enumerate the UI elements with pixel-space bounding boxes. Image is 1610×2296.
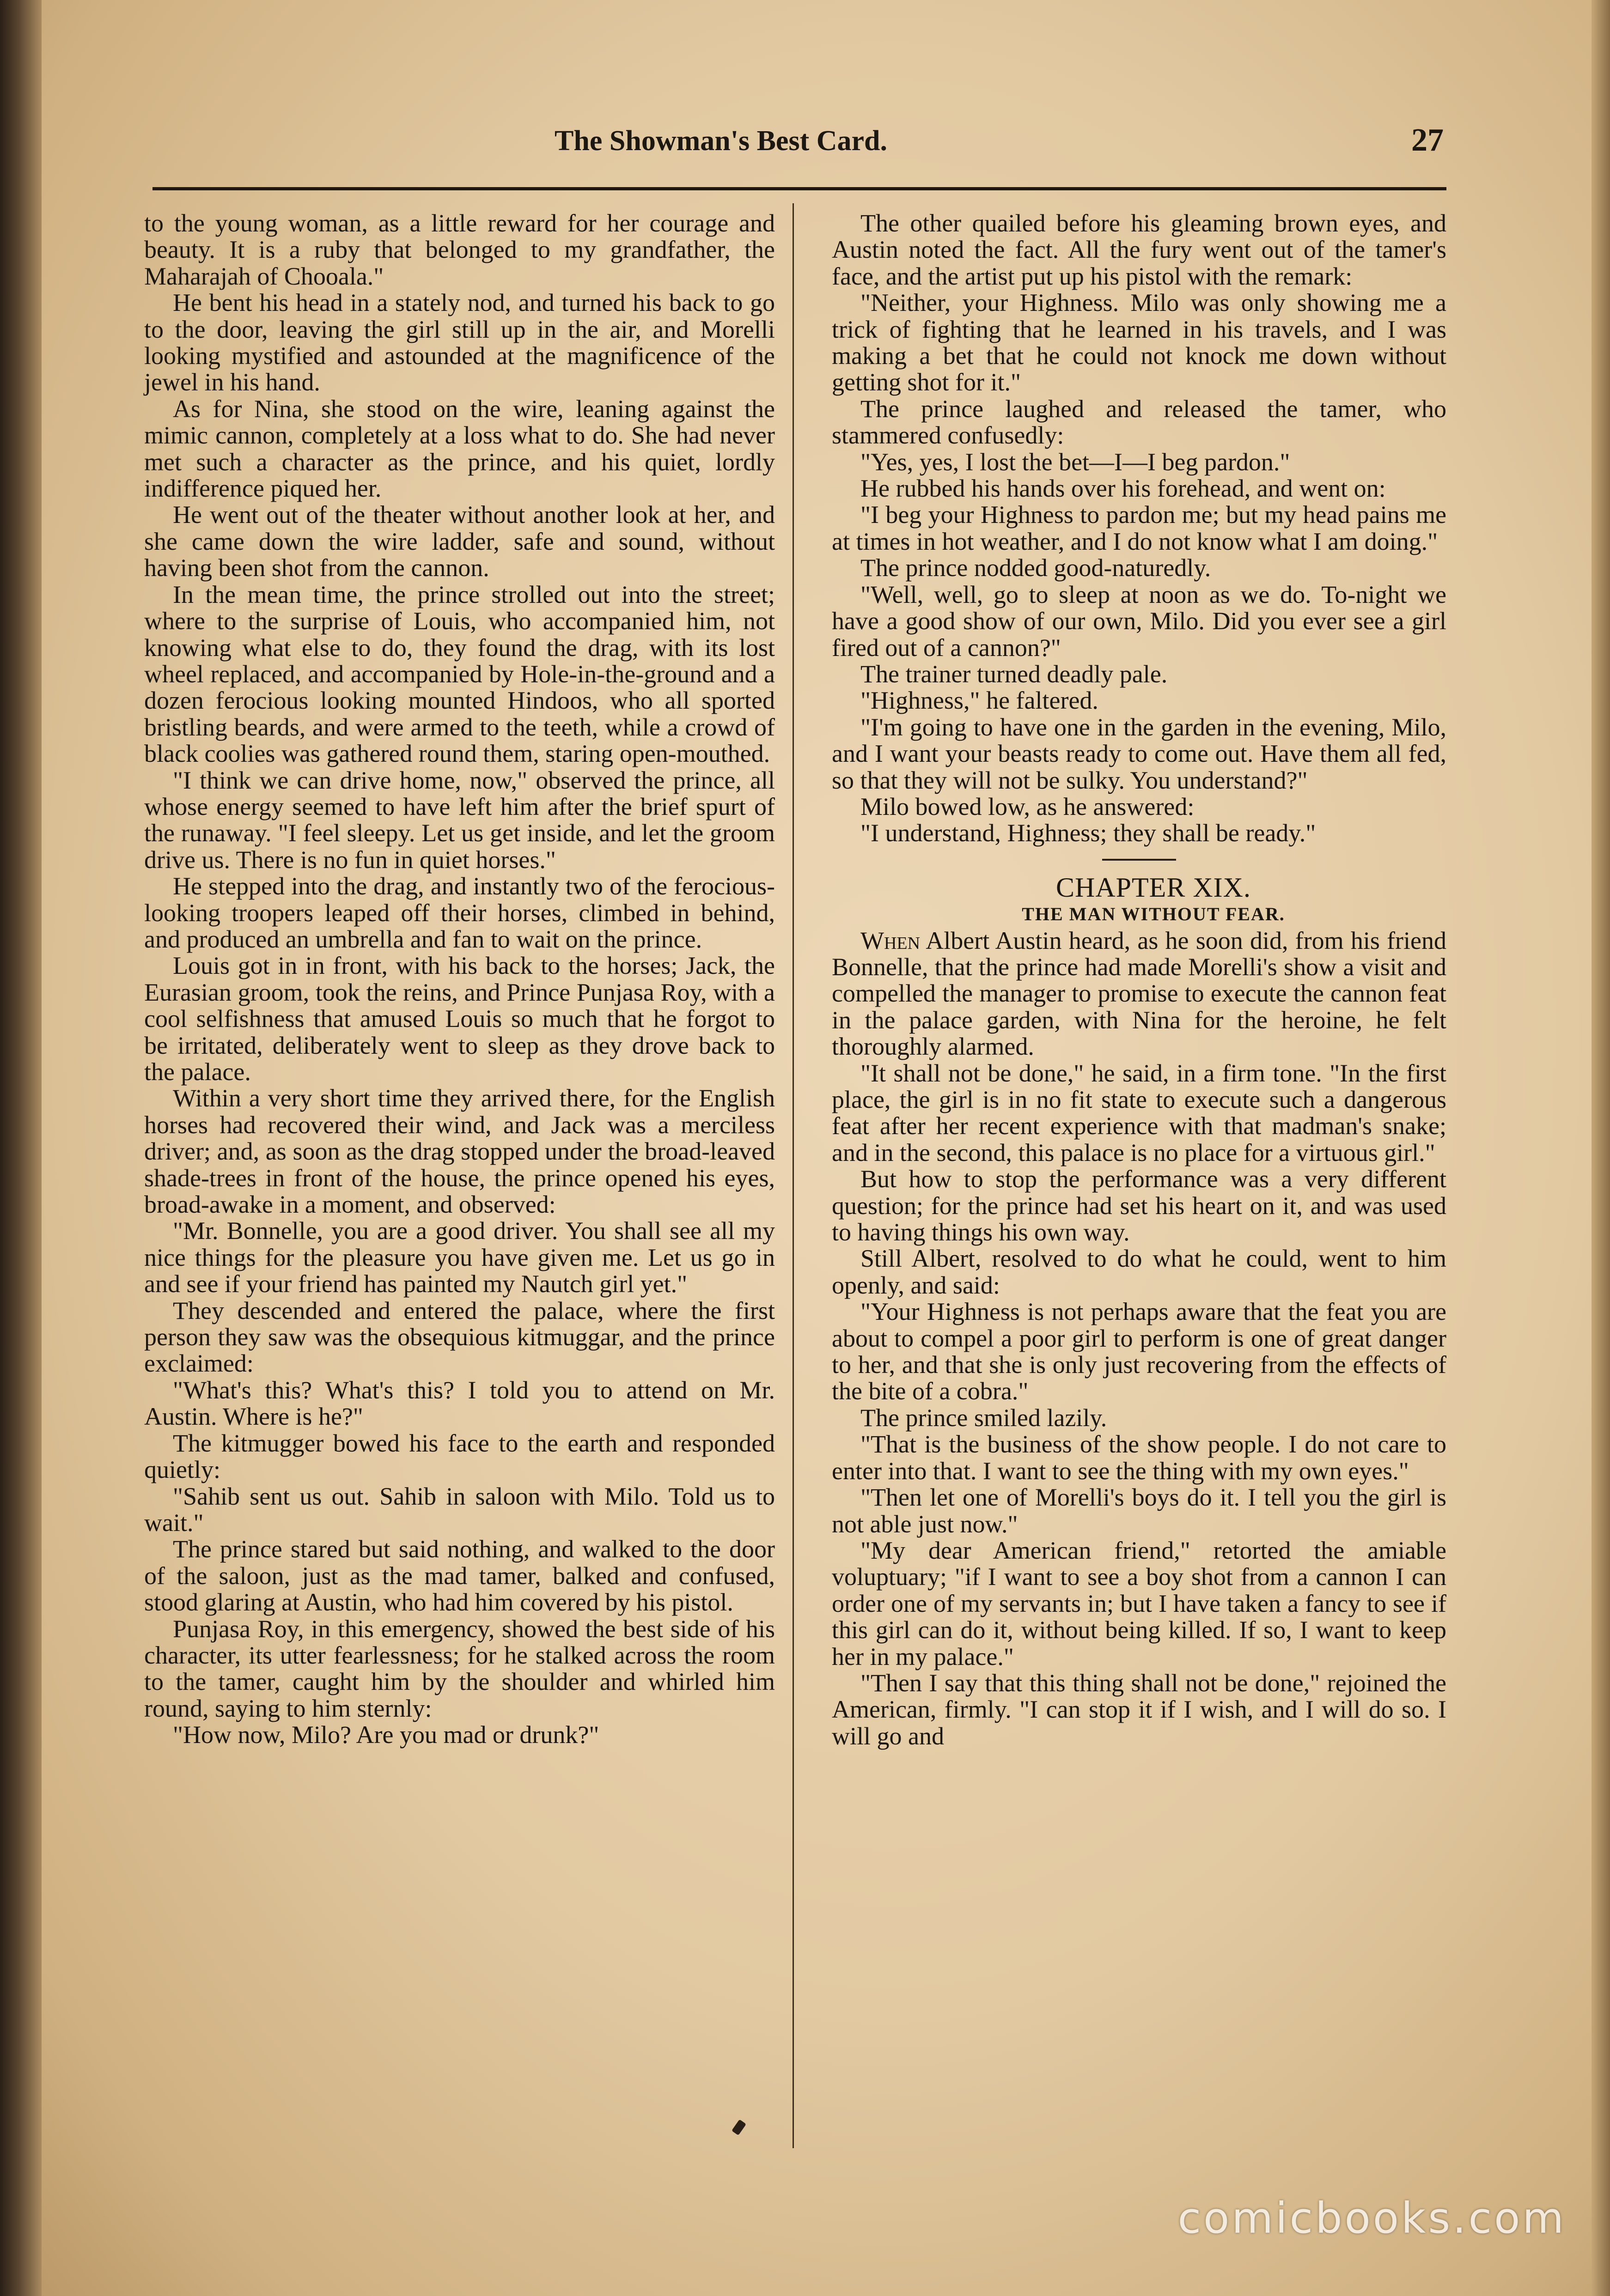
drop-word: When: [860, 926, 921, 954]
paragraph: The prince stared but said nothing, and walked to the door of the saloon, just as the mad tamer, balked and confused, stood glaring at Austin, who had him covered by his pistol.: [144, 1535, 775, 1616]
paragraph: "That is the business of the show people. I do not care to enter into that. I want to see the thing with my own eyes.": [832, 1430, 1446, 1485]
chapter-title: THE MAN WITHOUT FEAR.: [1022, 904, 1285, 925]
paragraph: "I'm going to have one in the garden in the evening, Milo, and I want your beasts ready to come out. Have them all fed, so that they will not be sulky. You understand?": [832, 713, 1446, 794]
paragraph: "My dear American friend," retorted the amiable voluptuary; "if I want to see a boy shot from a cannon I can order one of my servants in; but I have taken a fancy to see if this girl can do it, without being killed. If so, I want to keep her in my palace.": [832, 1536, 1446, 1670]
paragraph: The kitmugger bowed his face to the earth and responded quietly:: [144, 1429, 775, 1484]
paragraph: Louis got in in front, with his back to the horses; Jack, the Eurasian groom, took the reins, and Prince Punjasa Roy, with a cool selfishness that amused Louis so much that he forgot to be irritated, deliberately went to sleep as they drove back to the palace.: [144, 952, 775, 1086]
header-rule: [152, 187, 1446, 190]
running-header: [152, 122, 1453, 176]
right-column: [832, 210, 1446, 1749]
paragraph: to the young woman, as a little reward for her courage and beauty. It is a ruby that belonged to my grandfather, the Maharajah of Chooala.": [144, 209, 775, 290]
paragraph: "I beg your Highness to pardon me; but my head pains me at times in hot weather, and I do not know what I am doing.": [832, 501, 1446, 555]
site-watermark: comicbooks.com: [1177, 2193, 1566, 2243]
section-rule: [1102, 859, 1176, 861]
paragraph: The prince laughed and released the tamer, who stammered confusedly:: [832, 395, 1446, 449]
paragraph: "What's this? What's this? I told you to attend on Mr. Austin. Where is he?": [144, 1376, 775, 1431]
paragraph: "I understand, Highness; they shall be ready.": [860, 819, 1316, 847]
paragraph: "I think we can drive home, now," observed the prince, all whose energy seemed to have left him after the brief spurt of the runaway. "I feel sleepy. Let us get inside, and let the groom drive us. There is no fun in quiet horses.": [144, 766, 775, 874]
chapter-first-paragraph: [832, 928, 1446, 1060]
paragraph: They descended and entered the palace, where the first person they saw was the obsequious kitmuggar, and the prince exclaimed:: [144, 1296, 775, 1378]
paragraph: "Highness," he faltered.: [860, 686, 1098, 715]
paragraph: The prince smiled lazily.: [860, 1403, 1107, 1432]
paragraph: In the mean time, the prince strolled out into the street; where to the surprise of Louis, who accompanied him, not knowing what else to do, they found the drag, with its lost wheel replaced, and accompanied by Hole-in-the-ground and a dozen ferocious looking mounted Hindoos, who all sported bristling beards, and were armed to the teeth, while a crowd of black coolies was gathered round them, staring open-mouthed.: [144, 580, 775, 768]
paragraph: "Well, well, go to sleep at noon as we do. To-night we have a good show of our own, Milo. Did you ever see a girl fired out of a cannon?": [832, 580, 1446, 662]
paragraph: "Yes, yes, I lost the bet—I—I beg pardon.": [860, 448, 1290, 476]
paragraph: He stepped into the drag, and instantly two of the ferocious-looking troopers leaped off their horses, climbed in behind, and produced an umbrella and fan to wait on the prince.: [144, 872, 775, 953]
paragraph: Within a very short time they arrived there, for the English horses had recovered their wind, and Jack was a merciless driver; and, as soon as the drag stopped under the broad-leaved shade-trees in front of the house, the prince opened his eyes, broad-awake in a moment, and observed:: [144, 1084, 775, 1219]
paragraph: "It shall not be done," he said, in a firm tone. "In the first place, the girl is in no fit state to execute such a dangerous feat after her recent experience with that madman's snake; and in the second, this palace is no place for a virtuous girl.": [832, 1059, 1446, 1166]
paragraph: "How now, Milo? Are you mad or drunk?": [173, 1721, 599, 1749]
ink-mark: [732, 2120, 746, 2136]
paragraph: The trainer turned deadly pale.: [860, 660, 1168, 688]
paragraph: But how to stop the performance was a very different question; for the prince had set his heart on it, and was used to having things his own way.: [832, 1165, 1446, 1246]
paragraph: "Neither, your Highness. Milo was only showing me a trick of fighting that he learned in his travels, and I was making a bet that he could not knock me down without getting shot for it.": [832, 289, 1446, 396]
page-edge: [1592, 0, 1610, 2296]
paragraph: The other quailed before his gleaming brown eyes, and Austin noted the fact. All the fury went out of the tamer's face, and the artist put up his pistol with the remark:: [832, 209, 1446, 290]
chapter-heading: CHAPTER XIX.: [1055, 872, 1251, 903]
paragraph: Punjasa Roy, in this emergency, showed the best side of his character, its utter fearlessness; for he stalked across the room to the tamer, caught him by the shoulder and whirled him round, saying to him sternly:: [144, 1615, 775, 1722]
left-column: [144, 210, 775, 1749]
paragraph: "Then I say that this thing shall not be done," rejoined the American, firmly. "I can stop it if I wish, and I will do so. I will go and: [832, 1669, 1446, 1750]
page-number: 27: [1411, 122, 1444, 158]
paragraph: "Sahib sent us out. Sahib in saloon with Milo. Told us to wait.": [144, 1482, 775, 1537]
paragraph: The prince nodded good-naturedly.: [860, 554, 1211, 582]
paragraph: He bent his head in a stately nod, and turned his back to go to the door, leaving the girl still up in the air, and Morelli looking mystified and astounded at the magnificence of the jewel in his hand.: [144, 289, 775, 396]
paragraph: He rubbed his hands over his forehead, and went on:: [860, 474, 1386, 503]
column-divider: [793, 203, 794, 2148]
paragraph: Still Albert, resolved to do what he could, went to him openly, and said:: [832, 1245, 1446, 1299]
paragraph: He went out of the theater without another look at her, and she came down the wire ladder, safe and sound, without having been shot from the cannon.: [144, 501, 775, 582]
book-spine: [0, 0, 42, 2296]
running-title: The Showman's Best Card.: [555, 125, 887, 157]
paragraph: "Then let one of Morelli's boys do it. I tell you the girl is not able just now.": [832, 1483, 1446, 1538]
paragraph: "Mr. Bonnelle, you are a good driver. You shall see all my nice things for the pleasure you have given me. Let us go in and see if your friend has painted my Nautch girl yet.": [144, 1217, 775, 1298]
paragraph: As for Nina, she stood on the wire, leaning against the mimic cannon, completely at a loss what to do. She had never met such a character as the prince, and his quiet, lordly indifference piqued her.: [144, 395, 775, 503]
paragraph: Milo bowed low, as he answered:: [860, 792, 1195, 820]
paragraph: "Your Highness is not perhaps aware that the feat you are about to compel a poor girl to perform is one of great danger to her, and that she is only just recovering from the effects of the bite of a cobra.": [832, 1298, 1446, 1405]
first-paragraph-text: Albert Austin heard, as he soon did, from his friend Bonnelle, that the prince had made Morelli's show a visit and compelled the manager to promise to execute the cannon feat in the palace garden, with Nina for the heroine, he felt thoroughly alarmed.: [832, 926, 1446, 1061]
